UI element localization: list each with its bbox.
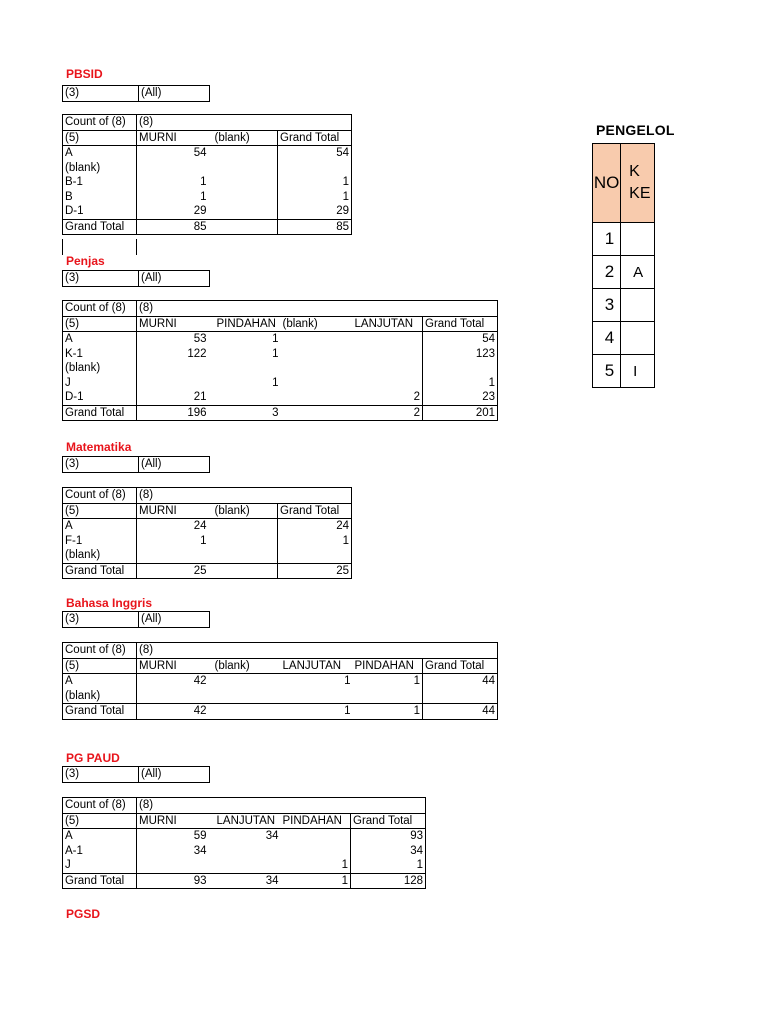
pivot-cell [209,146,278,161]
row-cell: A [621,256,655,289]
cell-gridline [62,239,63,255]
pivot-cell: 1 [423,376,498,391]
pivot-col-header: LANJUTAN [353,316,423,332]
pivot-row-field: (5) [63,813,137,829]
filter-table-pbsid [62,85,210,102]
pivot-col-header: MURNI [137,130,209,146]
pivot-cell [281,844,351,859]
pivot-cell [137,161,209,176]
pivot-col-header: (blank) [209,658,281,674]
section-title-bahasa-inggris: Bahasa Inggris [66,596,153,610]
pivot-cell: 24 [278,519,352,534]
pivot-col-field: (8) [137,301,209,317]
filter-value: (All) [139,457,210,473]
pivot-col-field: (8) [137,115,209,131]
pivot-total-cell: 1 [353,704,423,720]
pivot-total-cell [209,704,281,720]
pivot-cell [137,548,209,563]
pivot-cell [137,689,209,704]
pivot-cell: 34 [351,844,426,859]
pivot-table-matematika [62,487,352,579]
filter-table-bahasa-inggris [62,611,210,628]
pivot-row-label: B [63,190,137,205]
pivot-corner: Count of (8) [63,115,137,131]
pivot-cell: 44 [423,674,498,689]
pivot-row-label: J [63,376,137,391]
pivot-row-label: A [63,146,137,161]
pivot-cell: 29 [278,204,352,219]
pivot-table-pbsid [62,114,352,235]
pivot-cell [278,548,352,563]
pivot-row-field: (5) [63,316,137,332]
pivot-cell [209,161,278,176]
pivot-cell: 122 [187,347,207,360]
pivot-row-field: (5) [63,130,137,146]
section-title-pg-paud: PG PAUD [66,751,120,765]
pivot-cell: 53 [137,332,209,347]
pivot-row-label: (blank) [63,161,137,176]
pivot-cell: 34 [193,844,207,857]
pivot-total-label: Grand Total [63,704,137,720]
pivot-col-header: PINDAHAN [353,658,423,674]
cell-gridline [136,239,137,255]
pivot-corner: Count of (8) [63,643,137,659]
row-cell: I [621,355,655,388]
pengelolaan-table [592,143,655,388]
filter-value: (All) [139,767,210,783]
pivot-col-header: Grand Total [278,503,352,519]
pivot-total-label: Grand Total [63,873,137,889]
row-no: 4 [593,322,621,355]
pivot-col-field: (8) [137,488,209,504]
pivot-cell [423,689,498,704]
pivot-cell [353,376,423,391]
pivot-cell: 1 [278,175,352,190]
pivot-corner: Count of (8) [63,798,137,814]
filter-table-penjas [62,270,210,287]
pivot-cell [209,175,278,190]
pivot-total-cell: 44 [423,704,498,720]
row-no: 1 [593,223,621,256]
pivot-cell: 1 [353,674,423,689]
pivot-row-label: D-1 [63,390,137,405]
pivot-total-cell: 42 [137,704,209,720]
pivot-row-label: A-1 [63,844,137,859]
pivot-cell: 34 [209,829,281,844]
pivot-cell [281,376,353,391]
header-k [621,144,655,223]
filter-field: (3) [63,86,139,102]
filter-value: (All) [139,86,210,102]
pivot-cell [209,190,278,205]
pivot-cell: 1 [200,534,207,547]
pivot-cell: 1 [278,190,352,205]
pivot-row-label: B-1 [63,175,137,190]
header-k-line2: KE [629,185,651,202]
pivot-total-cell: 85 [137,219,209,235]
pivot-total-cell: 3 [209,405,281,421]
pivot-row-label: (blank) [63,548,137,563]
pivot-cell: 1 [209,332,281,347]
row-no: 2 [593,256,621,289]
pivot-cell [281,332,353,347]
pivot-row-label: J [63,858,137,873]
pivot-cell [209,844,281,859]
pivot-cell: 1 [200,190,207,203]
pivot-col-field: (8) [137,643,209,659]
pivot-row-label: (blank) [63,689,137,704]
pivot-row-label: A [63,519,137,534]
pivot-col-header: Grand Total [351,813,426,829]
pivot-row-field: (5) [63,658,137,674]
section-title-matematika: Matematika [66,440,132,454]
pivot-cell: 2 [413,391,420,403]
pivot-total-cell: 85 [278,219,352,235]
filter-field: (3) [63,767,139,783]
pengelolaan-table-wrap [592,143,655,390]
pivot-cell [209,519,278,534]
pivot-row-label: A [63,674,137,689]
pivot-col-header: Grand Total [278,130,352,146]
pivot-cell [353,347,423,362]
pengelolaan-title: PENGELOL [596,122,675,138]
section-title-penjas: Penjas [66,254,105,268]
pivot-row-field: (5) [63,503,137,519]
header-k-line1: K [629,163,640,180]
filter-value: (All) [139,612,210,628]
pivot-col-header: Grand Total [423,316,498,332]
pivot-cell [209,674,281,689]
pivot-cell [209,858,281,873]
pivot-total-label: Grand Total [63,219,137,235]
pivot-cell: 1 [200,176,207,188]
pivot-cell [353,332,423,347]
pivot-total-cell: 1 [281,873,351,889]
pivot-col-header: (blank) [209,503,278,519]
section-title-pgsd: PGSD [66,907,101,921]
pivot-table-bahasa-inggris [62,642,498,720]
pivot-col-header: (blank) [281,316,353,332]
pivot-cell [209,534,278,549]
pivot-cell: 1 [281,674,353,689]
filter-field: (3) [63,457,139,473]
pivot-row-label: K-1 [63,347,137,362]
filter-field: (3) [63,612,139,628]
pivot-total-cell [281,405,353,421]
pivot-total-cell: 128 [351,873,426,889]
pivot-cell: 24 [137,519,209,534]
pivot-cell: 1 [278,534,352,549]
pivot-cell: 23 [423,390,498,405]
pivot-cell: 54 [137,146,209,161]
pivot-cell [278,161,352,176]
filter-field: (3) [63,271,139,287]
pivot-corner: Count of (8) [63,301,137,317]
pivot-cell [209,689,281,704]
pivot-cell [281,347,353,362]
pivot-row-label: D-1 [63,204,137,219]
pivot-col-header: LANJUTAN [281,658,353,674]
pivot-total-cell [209,563,278,579]
pivot-cell: 42 [137,674,209,689]
pivot-cell [353,361,423,376]
pivot-col-header: Grand Total [423,658,498,674]
row-no: 5 [593,355,621,388]
row-no: 3 [593,289,621,322]
pivot-row-label: A [63,332,137,347]
pivot-cell: 54 [423,332,498,347]
header-no: NO [593,144,621,223]
pivot-cell: 93 [351,829,426,844]
pivot-total-cell: 201 [423,405,498,421]
pivot-col-header: MURNI [137,316,209,332]
pivot-cell: 123 [423,347,498,362]
row-cell [621,322,655,355]
pivot-cell: 1 [272,347,279,360]
pivot-cell: 1 [341,859,348,871]
pivot-cell [209,390,281,405]
pivot-total-cell [209,219,278,235]
filter-table-matematika [62,456,210,473]
pivot-cell [137,361,209,376]
pivot-row-label: A [63,829,137,844]
pivot-cell [353,689,423,704]
pivot-cell [209,204,278,219]
pivot-total-cell: 1 [281,704,353,720]
pivot-cell: 1 [351,858,426,873]
pivot-cell [281,361,353,376]
pivot-total-label: Grand Total [63,405,137,421]
pivot-total-cell: 25 [137,563,209,579]
pivot-table-penjas [62,300,498,421]
pivot-corner: Count of (8) [63,488,137,504]
pivot-row-label: (blank) [63,361,137,376]
section-title-pbsid: PBSID [66,67,103,81]
pivot-cell: 59 [137,829,209,844]
filter-value: (All) [139,271,210,287]
row-cell [621,289,655,322]
pivot-cell: 1 [272,376,279,389]
pivot-col-field: (8) [137,798,209,814]
pivot-cell [423,361,498,376]
pivot-total-cell: 25 [278,563,352,579]
pivot-col-header: MURNI [137,503,209,519]
pivot-col-header: PINDAHAN [209,316,281,332]
pivot-col-header: MURNI [137,813,209,829]
pivot-cell [281,689,353,704]
pivot-cell [209,361,281,376]
pivot-cell [209,548,278,563]
pivot-cell [137,858,209,873]
row-cell [621,223,655,256]
pivot-total-cell: 34 [209,873,281,889]
pivot-cell [137,376,209,391]
pivot-table-pg-paud [62,797,426,889]
pivot-row-label: F-1 [63,534,137,549]
pivot-cell [281,829,351,844]
pivot-total-cell: 93 [137,873,209,889]
pivot-total-label: Grand Total [63,563,137,579]
pivot-cell [281,390,353,405]
pivot-col-header: MURNI [137,658,209,674]
pivot-col-header: PINDAHAN [281,813,351,829]
pivot-col-header: LANJUTAN [209,813,281,829]
pivot-cell: 54 [278,146,352,161]
pivot-total-cell: 2 [353,405,423,421]
pivot-cell: 29 [193,205,207,217]
filter-table-pg-paud [62,766,210,783]
pivot-col-header: (blank) [209,130,278,146]
pivot-cell: 21 [193,391,207,403]
pivot-total-cell: 196 [137,405,209,421]
